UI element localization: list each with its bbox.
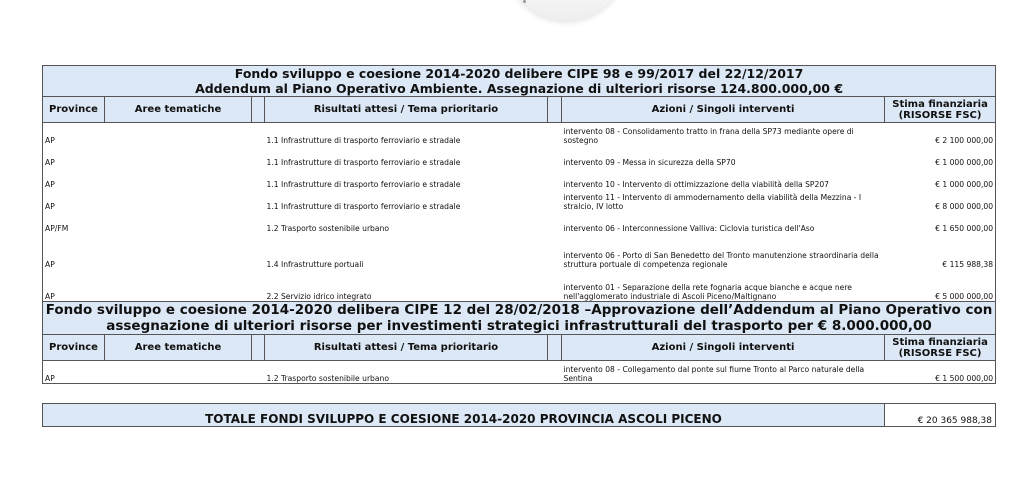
section1-title-line1: Fondo sviluppo e coesione 2014-2020 delibere CIPE 98 e 99/2017 del 22/12/2017	[234, 66, 804, 81]
cell-spacer	[548, 145, 562, 167]
cell-risultati: 1.1 Infrastrutture di trasporto ferroviario e stradale	[266, 136, 461, 145]
cell-province: AP	[43, 167, 105, 189]
table-row	[43, 123, 996, 146]
header-azioni: Azioni / Singoli interventi	[562, 335, 885, 361]
cell-aree	[105, 167, 252, 189]
cell-aree	[105, 233, 252, 269]
cell-province: AP	[43, 269, 105, 302]
total-label: TOTALE FONDI SVILUPPO E COESIONE 2014-2020 PROVINCIA ASCOLI PICENO	[43, 404, 885, 427]
cell-aree	[105, 361, 252, 384]
total-table	[42, 403, 996, 427]
cell-stima: € 2 100 000,00	[885, 123, 996, 146]
cell-spacer	[548, 189, 562, 211]
table-row	[43, 211, 996, 233]
cell-spacer	[252, 123, 265, 146]
header-risultati-attesi: Risultati attesi / Tema prioritario	[265, 97, 548, 123]
cell-risultati: 2.2 Servizio idrico integrato	[266, 292, 372, 301]
cell-stima: € 1 000 000,00	[885, 145, 996, 167]
header-stima-line1: Stima finanziaria	[892, 98, 988, 110]
section1-title	[43, 66, 996, 97]
cell-aree	[105, 269, 252, 302]
header-spacer	[548, 97, 562, 123]
cell-risultati: 1.2 Trasporto sostenibile urbano	[266, 224, 389, 233]
cell-stima: € 5 000 000,00	[885, 269, 996, 302]
total-row	[43, 404, 996, 427]
cell-spacer	[252, 233, 265, 269]
header-spacer	[252, 97, 265, 123]
cell-aree	[105, 145, 252, 167]
cell-azioni: intervento 01 - Separazione della rete fognaria acque bianche e acque nere nell'agglomerato industriale di Ascoli Piceno/Maltignano	[563, 283, 852, 301]
cell-aree	[105, 211, 252, 233]
cell-province: AP	[43, 361, 105, 384]
cell-province: AP	[43, 189, 105, 211]
cell-spacer	[548, 167, 562, 189]
header-stima	[885, 335, 996, 361]
section1-title-line2: Addendum al Piano Operativo Ambiente. Assegnazione di ulteriori risorse 124.800.000,00 €	[195, 81, 844, 96]
cell-risultati: 1.1 Infrastrutture di trasporto ferroviario e stradale	[266, 180, 461, 189]
cell-azioni: intervento 08 - Collegamento dal ponte sul fiume Tronto al Parco naturale della Sentina	[562, 361, 885, 384]
section2-title-row	[43, 302, 996, 335]
cell-risultati: 1.1 Infrastrutture di trasporto ferroviario e stradale	[266, 202, 461, 211]
cell-spacer	[548, 211, 562, 233]
cell-aree	[105, 189, 252, 211]
header-province: Province	[43, 335, 105, 361]
cell-risultati: 1.4 Infrastrutture portuali	[266, 260, 364, 269]
cell-spacer	[252, 145, 265, 167]
section1-title-row	[43, 66, 996, 97]
cell-stima: € 115 988,38	[885, 233, 996, 269]
header-aree-tematiche: Aree tematiche	[105, 97, 252, 123]
cell-azioni: intervento 09 - Messa in sicurezza della SP70	[563, 158, 736, 167]
header-risultati-attesi: Risultati attesi / Tema prioritario	[265, 335, 548, 361]
top-decoration	[506, 0, 626, 20]
cell-azioni: intervento 11 - Intervento di ammodernamento della viabilità della Mezzina - I stralcio, IV lotto	[563, 193, 862, 211]
cell-spacer	[548, 361, 562, 384]
cell-stima: € 1 650 000,00	[885, 211, 996, 233]
total-amount: € 20 365 988,38	[885, 404, 996, 427]
cell-province: AP	[43, 233, 105, 269]
cell-spacer	[252, 269, 265, 302]
cell-stima: € 1 000 000,00	[885, 167, 996, 189]
table-row	[43, 167, 996, 189]
cell-spacer	[252, 189, 265, 211]
cell-stima: € 8 000 000,00	[885, 189, 996, 211]
table-row	[43, 145, 996, 167]
table-row	[43, 269, 996, 302]
header-stima	[885, 97, 996, 123]
cell-azioni: intervento 06 - Porto di San Benedetto del Tronto manutenzione straordinaria della struttura portuale di competenza regionale	[563, 251, 879, 269]
section2-title-line2: assegnazione di ulteriori risorse per investimenti strategici infrastrutturali del trasporto per € 8.000.000,00	[106, 318, 932, 334]
cell-province: AP	[43, 145, 105, 167]
table-row	[43, 189, 996, 211]
header-stima-line1: Stima finanziaria	[892, 336, 988, 348]
cell-spacer	[548, 233, 562, 269]
cell-province: AP/FM	[43, 211, 105, 233]
section2-header-row	[43, 335, 996, 361]
cell-spacer	[548, 123, 562, 146]
header-province: Province	[43, 97, 105, 123]
section1-header-row	[43, 97, 996, 123]
header-stima-line2: (RISORSE FSC)	[898, 109, 982, 121]
cell-province: AP	[43, 123, 105, 146]
section2-title-line1: Fondo sviluppo e coesione 2014-2020 delibera CIPE 12 del 28/02/2018 –Approvazione dell’Addendum al Piano Operativo con	[45, 302, 993, 318]
cell-azioni: intervento 08 - Consolidamento tratto in frana della SP73 mediante opere di sostegno	[563, 127, 854, 145]
cell-risultati: 1.1 Infrastrutture di trasporto ferroviario e stradale	[266, 158, 461, 167]
cell-spacer	[252, 361, 265, 384]
table-row	[43, 361, 996, 384]
cell-spacer	[252, 211, 265, 233]
fsc-table	[42, 65, 996, 384]
cell-spacer	[548, 269, 562, 302]
top-mark	[523, 0, 526, 3]
table-row	[43, 233, 996, 269]
header-aree-tematiche: Aree tematiche	[105, 335, 252, 361]
cell-stima: € 1 500 000,00	[885, 361, 996, 384]
header-spacer	[548, 335, 562, 361]
section2-title	[43, 302, 996, 335]
cell-aree	[105, 123, 252, 146]
cell-risultati: 1.2 Trasporto sostenibile urbano	[265, 361, 548, 384]
cell-spacer	[252, 167, 265, 189]
cell-azioni: intervento 10 - Intervento di ottimizzazione della viabilità della SP207	[563, 180, 830, 189]
header-spacer	[252, 335, 265, 361]
cell-azioni: intervento 06 - Interconnessione Valliva: Ciclovia turistica dell'Aso	[563, 224, 815, 233]
header-azioni: Azioni / Singoli interventi	[562, 97, 885, 123]
header-stima-line2: (RISORSE FSC)	[898, 347, 982, 359]
